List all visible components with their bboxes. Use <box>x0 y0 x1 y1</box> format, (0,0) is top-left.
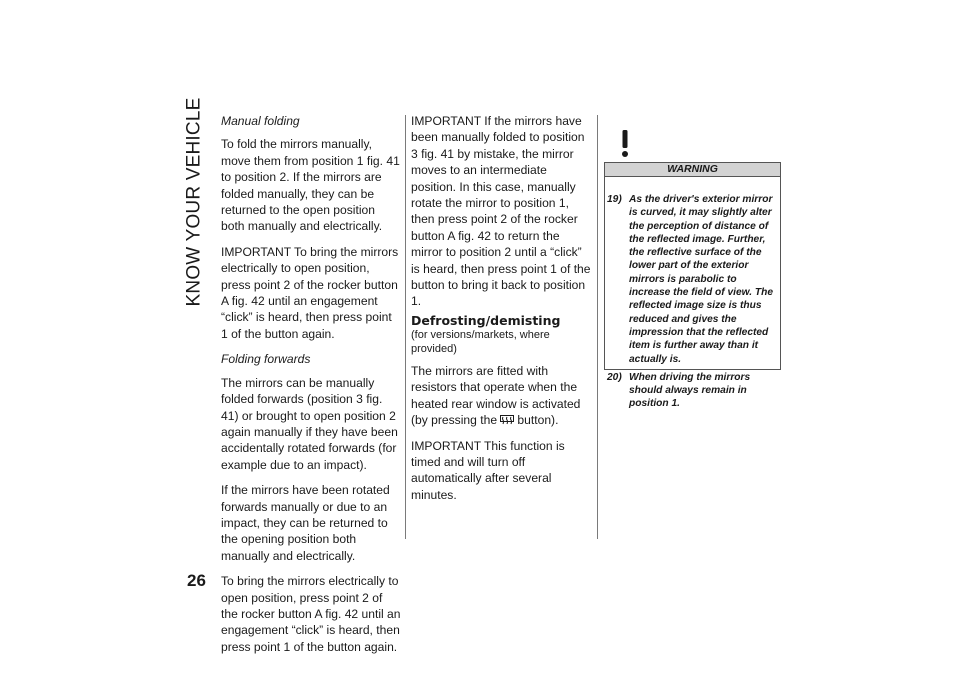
column-divider-2 <box>597 115 598 539</box>
paragraph: IMPORTANT If the mirrors have been manually folded to position 3 fig. 41 by mistake, the mirror moves to an intermediate position. In this case, manually rotate the mirror to position 1, then press point 2 of the rocker button A fig. 42 to return the mirror to position 2 until a “click” is heard, then press point 1 of the button to bring it back to position 1. <box>411 114 591 309</box>
paragraph: The mirrors can be manually folded forwards (position 3 fig. 41) or brought to open position 2 again manually if they have been accidentally rotated forwards (for example due to an impact). <box>221 375 398 472</box>
column-divider-1 <box>405 115 406 539</box>
manual-folding-title: Manual folding <box>221 114 300 128</box>
paragraph <box>411 363 591 429</box>
text-column-2 <box>411 113 591 512</box>
warning-item-text: When driving the mirrors should always remain in position 1. <box>629 371 751 410</box>
warning-item <box>607 193 779 366</box>
paragraph: If the mirrors have been rotated forwards manually or due to an impact, they can be returned to the opening position both manually and electrically. <box>221 483 390 563</box>
warning-title: WARNING <box>604 162 781 177</box>
page-number: 26 <box>187 571 206 590</box>
warning-triangle-icon <box>611 126 639 160</box>
warning-item-text: As the driver's exterior mirror is curved, it may slightly alter the perception of distance of the reflected image. Further, the reflective surface of the lower part of the exterior mirrors is parabolic to increase the field of view. The reflected image size is thus reduced and gives the impression that the reflected item is further away than it actually is. <box>629 194 773 365</box>
warning-list <box>607 193 779 416</box>
paragraph: IMPORTANT This function is timed and will turn off automatically after several minutes. <box>411 438 565 502</box>
defrosting-subheading: (for versions/markets, where provided) <box>411 328 550 355</box>
warning-item-number: 19) <box>607 194 622 205</box>
warning-item <box>607 371 779 411</box>
paragraph: To fold the mirrors manually, move them from position 1 fig. 41 to position 2. If the mirrors are folded manually, they can be returned to the open position both manually and electrically. <box>221 137 400 234</box>
paragraph-text: button). <box>517 413 559 428</box>
heated-rear-window-icon <box>500 413 514 423</box>
paragraph: IMPORTANT To bring the mirrors electrically to open position, press point 2 of the rocker button A fig. 42 until an engagement “click” is heard, then press point 1 of the button again. <box>221 244 399 341</box>
section-label-text: KNOW YOUR VEHICLE <box>183 97 205 307</box>
folding-forwards-title: Folding forwards <box>221 352 311 367</box>
defrosting-heading: Defrosting/demisting <box>411 312 561 328</box>
text-column-1 <box>221 113 401 664</box>
paragraph-text: The mirrors are fitted with resistors that operate when the heated rear window is activated (by pressing the <box>411 363 581 428</box>
warning-item-number: 20) <box>607 371 622 383</box>
section-side-label <box>178 97 210 307</box>
paragraph: To bring the mirrors electrically to open position, press point 2 of the rocker button A fig. 42 until an engagement “click” is heard, then press point 1 of the button again. <box>221 574 401 654</box>
